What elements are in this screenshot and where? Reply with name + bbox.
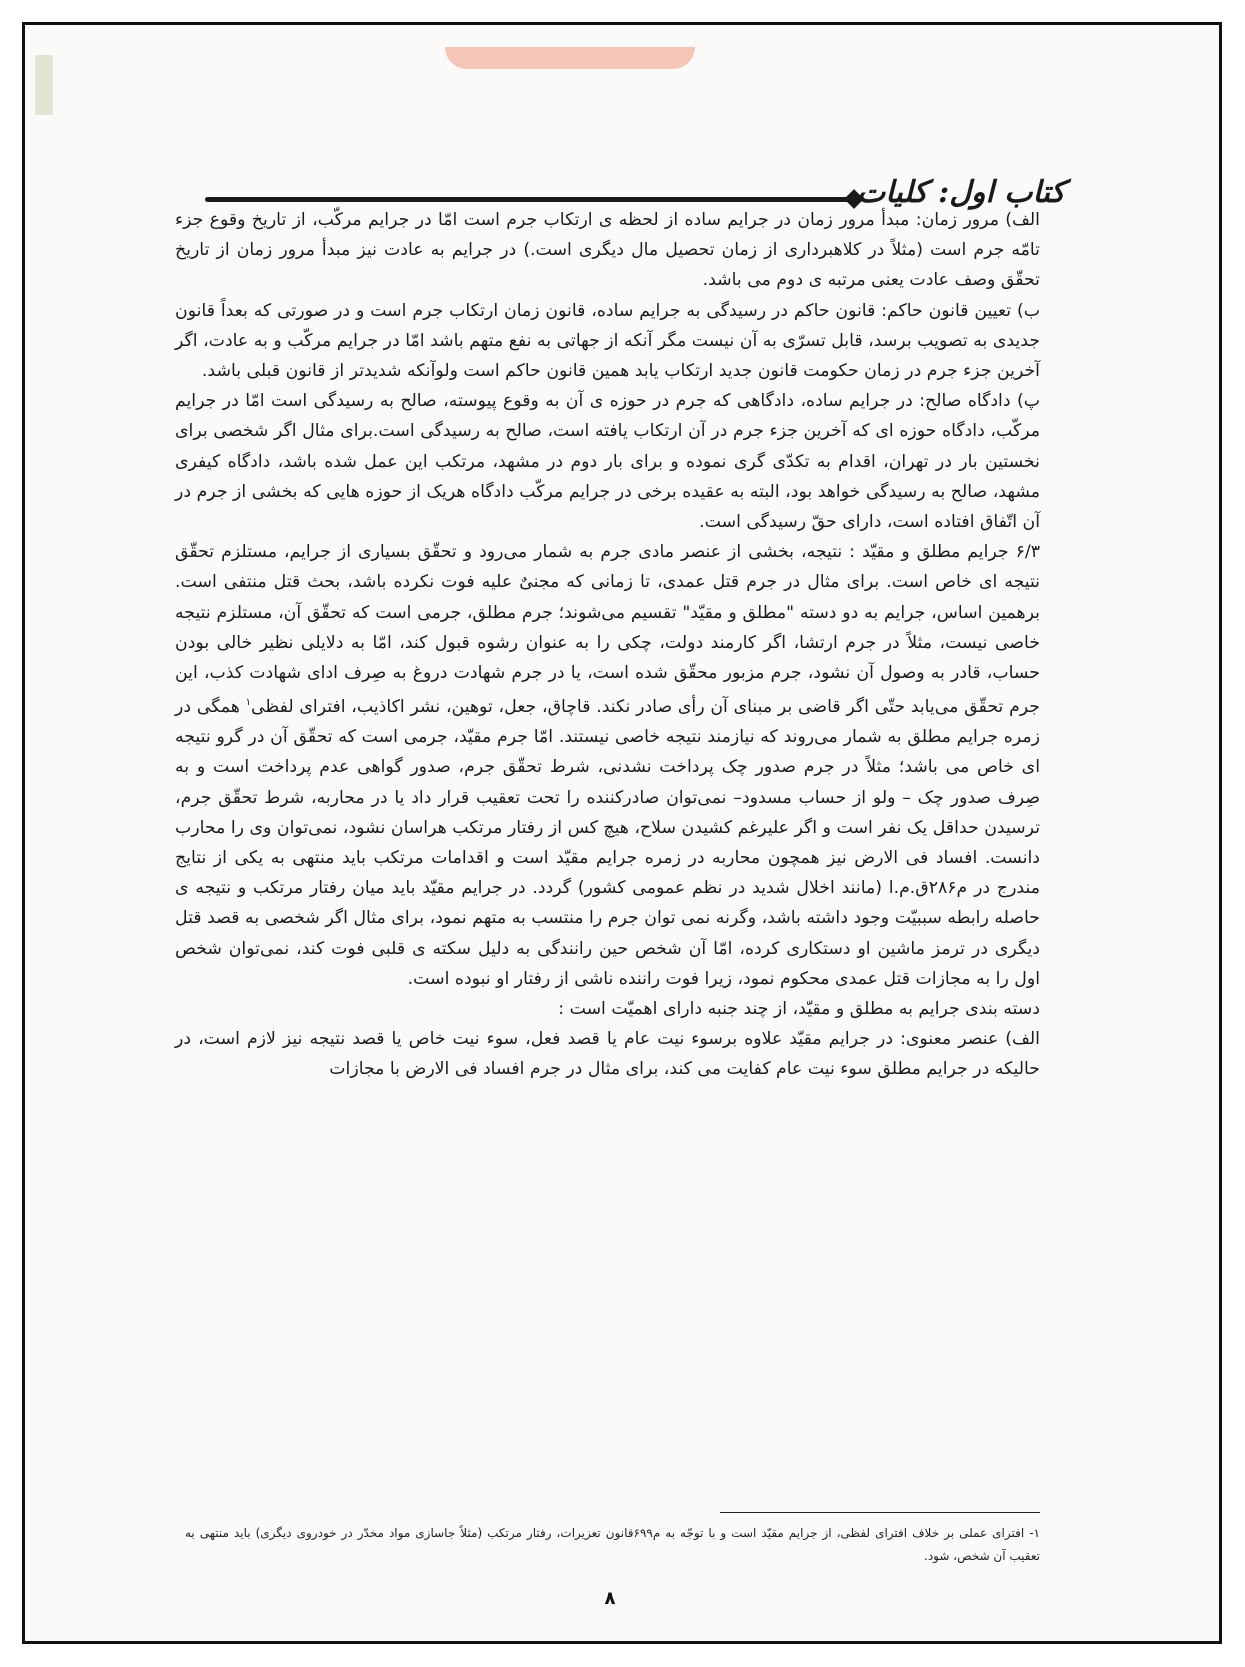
footnote-divider — [720, 1512, 1040, 1513]
chapter-title: کتاب اول: کلیات — [857, 175, 1065, 210]
paragraph-governing-law: ب) تعیین قانون حاکم: قانون حاکم در رسیدگی به جرایم ساده، قانون زمان ارتکاب جرم است و در صورتی که بعداً قانون جدیدی به تصویب برسد، قابل تسرّی به آن نیست مگر آنکه از جهاتی به نفع متهم باشد امّا در جرایم مرکّب و به عادت، اگر آخرین جزء جرم در زمان حکومت قانون جدید ارتکاب یابد همین قانون حاکم است ولوآنکه شدیدتر از قانون قبلی باشد. — [175, 300, 1040, 382]
section-text-part1: ۶/۳ جرایم مطلق و مقیّد : نتیجه، بخشی از عنصر مادی جرم به شمار می‌رود و تحقّق بسیاری از جرایم، مستلزم تحقّق نتیجه ای خاص است. برای مثال در جرم قتل عمدی، تا زمانی که مجنیٌ علیه فوت نکرده باشد، بحث قتل منتفی است. برهمین اساس، جرایم به دو دسته "مطلق و مقیّد" تقسیم می‌شوند؛ جرم مطلق، جرمی است که تحقّق آن، مستلزم نتیجه خاصی نیست، مثلاً در جرم ارتشا، اگر کارمند دولت، چکی را به عنوان رشوه قبول کند، امّا به دلایلی نظیر خالی بودن حساب، قادر به وصول آن نشود، جرم مزبور محقّق شده است، یا در جرم شهادت دروغ به صِرف ادای شهادت کذب، این جرم تحقّق می‌یابد حتّی اگر قاضی بر مبنای آن رأی صادر نکند. قاچاق، جعل، توهین، نشر اکاذیب، افترای لفظی — [175, 542, 1040, 718]
paragraph-importance: دسته بندی جرایم به مطلق و مقیّد، از چند جنبه دارای اهمیّت است : — [558, 999, 1040, 1020]
page-number: ۸ — [604, 1588, 616, 1609]
section-text-part2: همگی در زمره جرایم مطلق به شمار می‌روند که نیازمند نتیجه خاصی نیستند. امّا جرم مقیّد، جرمی است که تحقّق آن در گرو نتیجه ای خاص می باشد؛ مثلاً در جرم صدور چک پرداخت نشدنی، شرط تحقّق جرم، صدور گواهی عدم پرداخت است و به صِرف صدور چک – ولو از حساب مسدود– نمی‌توان صادرکننده را تحت تعقیب قرار داد یا در محاربه، شرط تحقّق جرم، ترسیدن حداقل یک نفر است و اگر علیرغم کشیدن سلاح، هیچ کس از رفتار مرتکب هراسان نشود، نمی‌توان وی را محارب دانست. افساد فی الارض نیز همچون محاربه در زمره جرایم مقیّد است و اقدامات مرتکب باید منتهی به یکی از نتایج مندرج در م۲۸۶ق.م.ا (مانند اخلال شدید در نظم عمومی کشور) گردد. در جرایم مقیّد باید میان رفتار مرتکب و نتیجه ی حاصله رابطه سببیّت وجود داشته باشد، وگرنه نمی توان جرم را منتسب به متهم نمود، برای مثال اگر شخصی به قصد قتل دیگری در ترمز ماشین او دستکاری کرده، امّا آن شخص حین رانندگی به دلیل سکته ی قلبی فوت کند، نمی‌توان شخص اول را به مجازات قتل عمدی محکوم نمود، زیرا فوت راننده ناشی از رفتار او نبوده است. — [175, 697, 1040, 989]
paragraph-time-limitation: الف) مرور زمان: مبدأ مرور زمان در جرایم ساده از لحظه ی ارتکاب جرم است امّا در جرایم مرکّب، از تاریخ وقوع جزء تامّه جرم است (مثلاً در کلاهبرداری از زمان تحصیل مال دیگری است.) در جرایم به عادت نیز مبدأ مرور زمان از تاریخ تحقّق وصف عادت یعنی مرتبه ی دوم می باشد. — [175, 210, 1040, 291]
paragraph-competent-court: پ) دادگاه صالح: در جرایم ساده، دادگاهی که جرم در حوزه ی آن به وقوع پیوسته، صالح به رسیدگی است امّا در جرایم مرکّب، دادگاه حوزه ای که آخرین جزء جرم در آن ارتکاب یافته است، صالح به رسیدگی است.برای مثال اگر شخصی برای نخستین بار در تهران، اقدام به تکدّی گری نموده و برای بار دوم در مشهد، مرتکب این عمل شده باشد، دادگاه کیفری مشهد، صالح به رسیدگی خواهد بود، البته به عقیده برخی در جرایم مرکّب دادگاه هریک از حوزه هایی که بخشی از جرم در آن اتّفاق افتاده است، دارای حقّ رسیدگی است. — [175, 391, 1040, 533]
paper-stain — [445, 47, 695, 69]
footnote-reference: ۱ — [245, 697, 252, 709]
paragraph-mental-element: الف) عنصر معنوی: در جرایم مقیّد علاوه برسوء نیت عام یا قصد فعل، سوء نیت خاص یا قصد نتیجه نیز لازم است، در حالیکه در جرایم مطلق سوء نیت عام کفایت می کند، برای مثال در جرم افساد فی الارض با مجازات — [175, 1029, 1040, 1080]
body-text — [175, 205, 1040, 1085]
paragraph-absolute-conditional-crimes — [175, 537, 1040, 994]
corner-stain — [35, 55, 53, 115]
header-rule — [205, 197, 855, 202]
footnote: ۱- افترای عملی بر خلاف افترای لفظی، از جرایم مقیّد است و با توجّه به م۶۹۹قانون تعزیرات، رفتار مرتکب (مثلاً جاسازی مواد مخدّر در خودروی دیگری) باید منتهی به تعقیب آن شخص، شود. — [185, 1526, 1040, 1563]
